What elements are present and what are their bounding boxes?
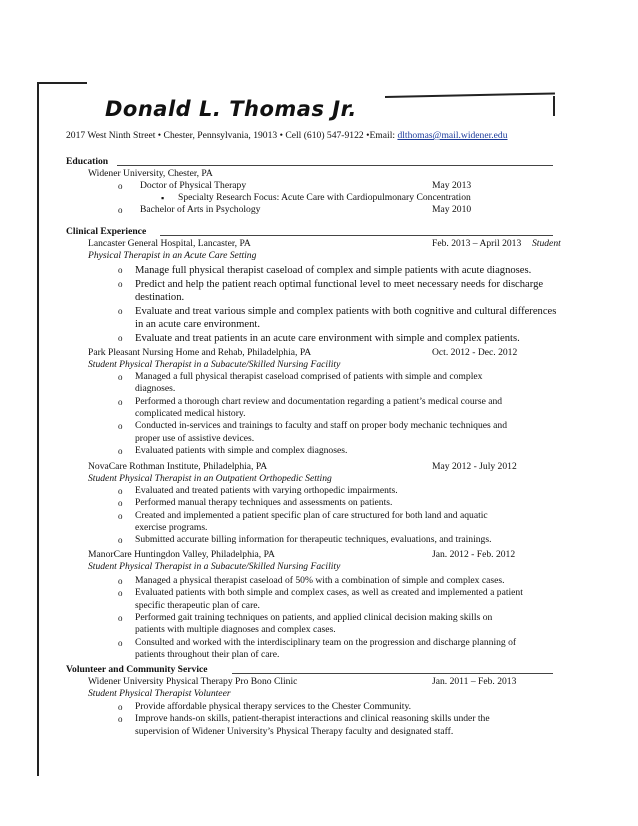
job-bullet-icon: o [118, 576, 123, 586]
education-heading: Education [66, 156, 109, 167]
job-employer: Lancaster General Hospital, Lancaster, PA [88, 238, 251, 249]
volunteer-title: Student Physical Therapist Volunteer [88, 688, 231, 699]
job-dates: Feb. 2013 – April 2013 [432, 238, 522, 249]
job-bullet-icon: o [118, 612, 123, 623]
job-dates: Jan. 2012 - Feb. 2012 [432, 549, 516, 560]
job-title: Physical Therapist in an Acute Care Setting [88, 250, 257, 261]
volunteer-duty: Provide affordable physical therapy services to the Chester Community. [135, 701, 412, 712]
job-bullet-icon: o [118, 265, 123, 275]
clinical-heading: Clinical Experience [66, 226, 147, 237]
job-bullet-icon: o [118, 332, 123, 343]
volunteer-employer: Widener University Physical Therapy Pro Bono Clinic [88, 676, 298, 687]
clinical-rule [160, 235, 553, 236]
job-duty: Evaluated and treated patients with varying orthopedic impairments. [135, 485, 398, 496]
volunteer-duty: Improve hands-on skills, patient-therapist interactions and clinical reasoning skills under the [135, 713, 490, 725]
job-duty: Performed a thorough chart review and documentation regarding a patient’s medical course and [135, 395, 503, 407]
job-duty: in an acute care environment. [135, 319, 261, 330]
job-bullet-icon: o [118, 278, 123, 289]
frame-top-border [37, 82, 87, 84]
job-duty: patients with multiple diagnoses and complex cases. [135, 624, 336, 636]
job-duty: exercise programs. [135, 521, 208, 533]
resume-name: Donald L. Thomas Jr. [105, 97, 357, 121]
education-date: May 2010 [432, 204, 472, 215]
job-bullet-icon: o [118, 445, 123, 456]
job-dates: Oct. 2012 - Dec. 2012 [432, 347, 518, 358]
job-bullet-icon: o [118, 510, 123, 521]
volunteer-rule [232, 673, 553, 674]
job-duty: Managed a physical therapist caseload of 50% with a combination of simple and complex cases. [135, 575, 505, 586]
education-rule [117, 165, 553, 166]
job-employer: ManorCare Huntingdon Valley, Philadelphia, PA [88, 549, 275, 560]
email-link[interactable]: dlthomas@mail.widener.edu [397, 130, 508, 141]
job-duty: Manage full physical therapist caseload of complex and simple patients with acute diagnoses. [135, 265, 532, 276]
frame-top-right-border [385, 92, 555, 98]
volunteer-bullet-icon: o [118, 702, 123, 712]
education-bullet-icon: ▪ [161, 193, 165, 203]
job-bullet-icon: o [118, 498, 123, 509]
job-duty: Conducted in-services and trainings to faculty and staff on proper body mechanic techniques and [135, 420, 508, 432]
job-duty: Evaluated patients with both simple and complex cases, as well as created and implemented a patient [135, 587, 523, 599]
job-duty: diagnoses. [135, 383, 176, 395]
job-duty: Evaluate and treat patients in an acute care environment with simple and complex patients. [135, 332, 520, 344]
job-duty: Performed manual therapy techniques and assessments on patients. [135, 497, 393, 509]
education-bullet-icon: o [118, 181, 123, 191]
education-date: May 2013 [432, 180, 472, 191]
job-title: Student Physical Therapist in a Subacute/Skilled Nursing Facility [88, 561, 341, 572]
volunteer-duty: supervision of Widener University’s Physical Therapy faculty and designated staff. [135, 725, 454, 737]
volunteer-bullet-icon: o [118, 714, 123, 725]
job-duty: Evaluate and treat various simple and complex patients with both cognitive and cultural differences [135, 305, 557, 317]
job-duty: Managed a full physical therapist caseload comprised of patients with simple and complex [135, 371, 483, 382]
frame-left-border [37, 82, 39, 776]
volunteer-dates: Jan. 2011 – Feb. 2013 [432, 676, 517, 687]
job-duty: complicated medical history. [135, 407, 246, 419]
job-employer: Park Pleasant Nursing Home and Rehab, Philadelphia, PA [88, 347, 312, 358]
education-item: Bachelor of Arts in Psychology [140, 204, 261, 215]
job-bullet-icon: o [118, 372, 123, 382]
frame-right-border [553, 96, 555, 116]
job-duty: Performed gait training techniques on patients, and applied clinical decision making skills on [135, 611, 493, 623]
contact-line [66, 130, 508, 142]
job-bullet-icon: o [118, 421, 123, 432]
job-duty: specific therapeutic plan of care. [135, 599, 260, 611]
job-bullet-icon: o [118, 396, 123, 407]
education-bullet-icon: o [118, 205, 123, 215]
job-duty: Created and implemented a patient specific plan of care structured for both land and aquatic [135, 509, 488, 521]
volunteer-heading: Volunteer and Community Service [66, 664, 208, 675]
job-employer: NovaCare Rothman Institute, Philadelphia, PA [88, 461, 268, 472]
job-bullet-icon: o [118, 588, 123, 599]
job-duty: Submitted accurate billing information for therapeutic techniques, evaluations, and trainings. [135, 534, 492, 546]
job-bullet-icon: o [118, 305, 123, 316]
job-duty: destination. [135, 292, 185, 303]
job-bullet-icon: o [118, 637, 123, 648]
job-duty: Evaluated patients with simple and complex diagnoses. [135, 444, 348, 456]
job-duty: proper use of assistive devices. [135, 432, 255, 444]
job-bullet-icon: o [118, 486, 123, 496]
job-duty: Predict and help the patient reach optimal functional level to meet necessary needs for discharge [135, 278, 544, 290]
education-item: Specialty Research Focus: Acute Care with Cardiopulmonary Concentration [178, 192, 471, 203]
education-school: Widener University, Chester, PA [88, 168, 213, 179]
job-dates: May 2012 - July 2012 [432, 461, 517, 472]
job-title: Student Physical Therapist in an Outpatient Orthopedic Setting [88, 473, 332, 484]
education-item: Doctor of Physical Therapy [140, 180, 247, 191]
job-duty: patients throughout their plan of care. [135, 648, 280, 660]
job-dates-suffix: Student [532, 238, 561, 249]
contact-text: 2017 West Ninth Street • Chester, Pennsylvania, 19013 • Cell (610) 547-9122 •Email: [66, 130, 396, 141]
job-bullet-icon: o [118, 535, 123, 546]
job-title: Student Physical Therapist in a Subacute/Skilled Nursing Facility [88, 359, 341, 370]
job-duty: Consulted and worked with the interdisciplinary team on the progression and discharge planning of [135, 636, 517, 648]
